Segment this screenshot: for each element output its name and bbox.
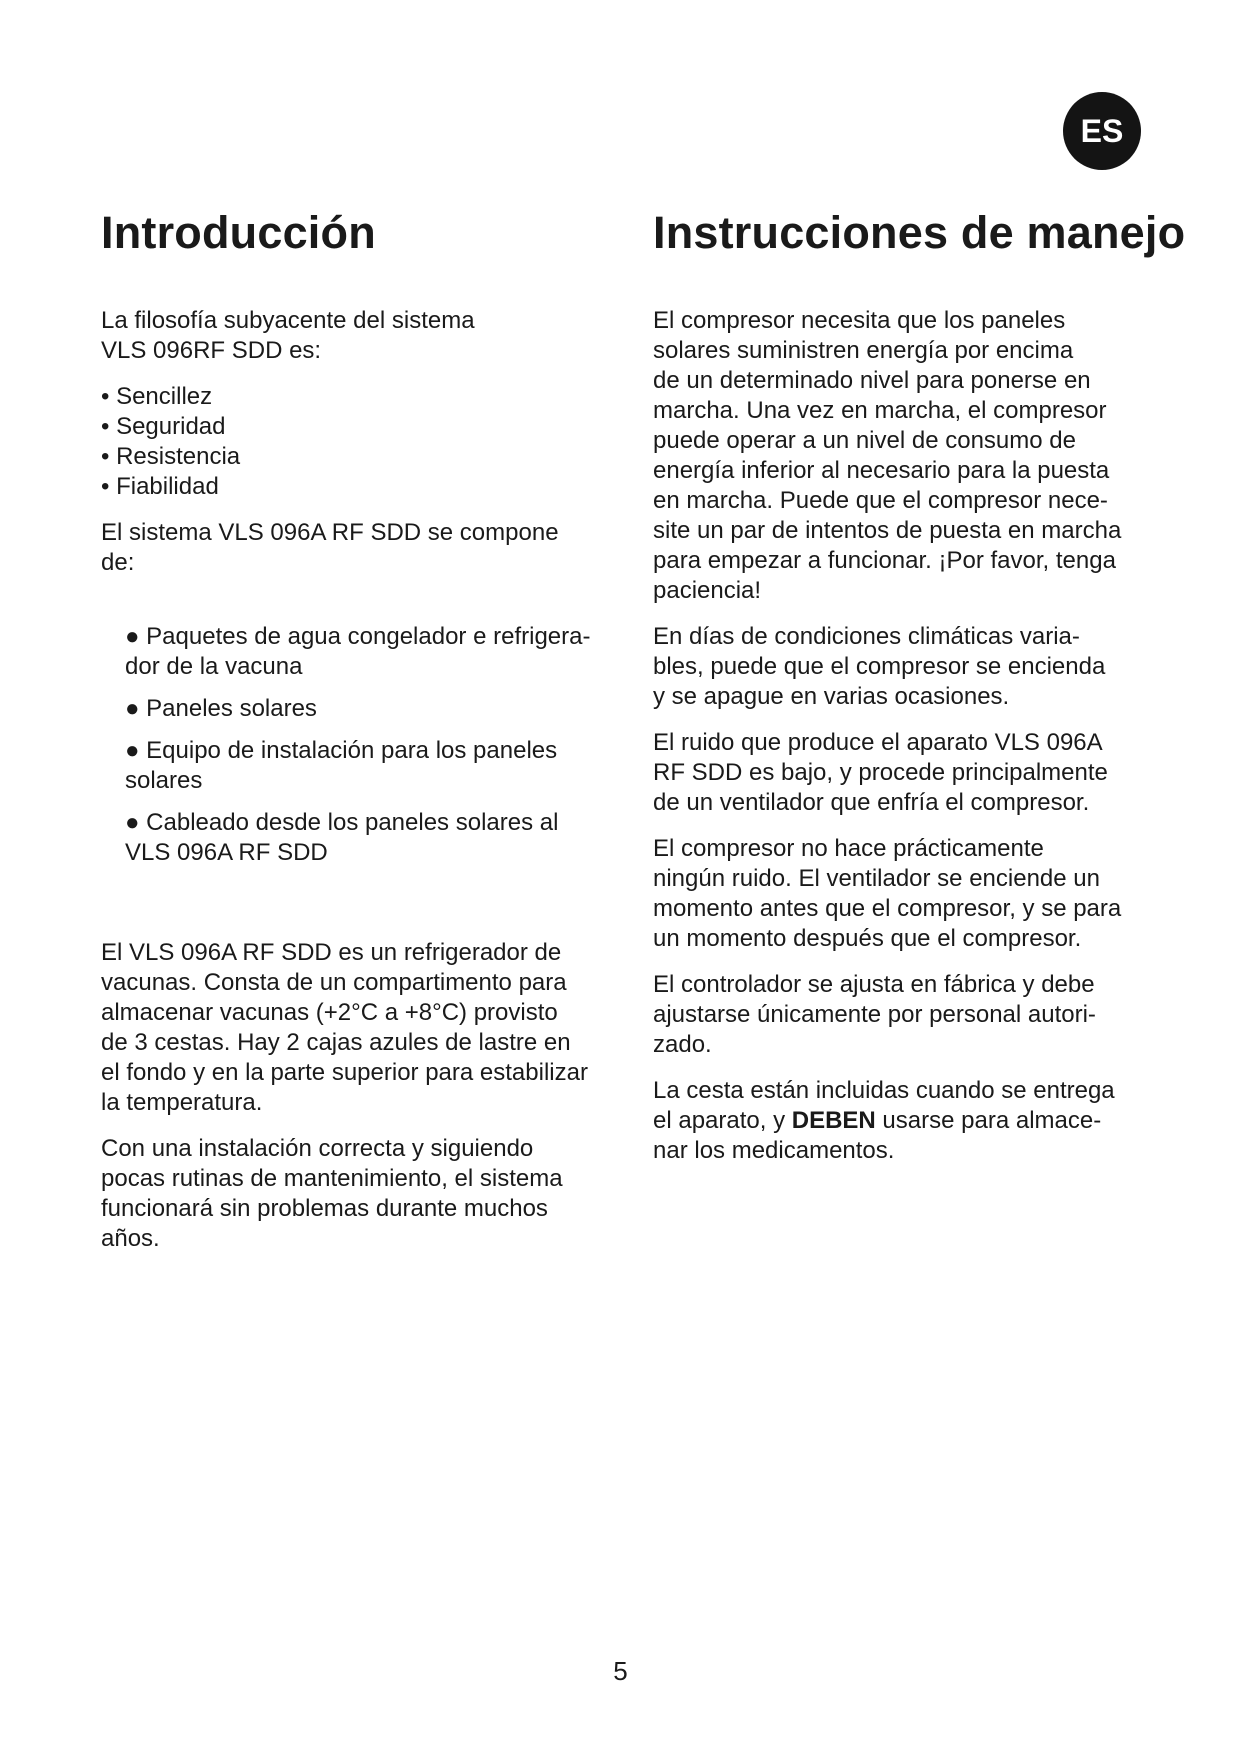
description-paragraph: El VLS 096A RF SDD es un refrigerador de vacunas. Consta de un compartimento para almacenar vacunas (+2°C a +8°C) provisto de 3 cestas. Hay 2 cajas azules de lastre en el fondo y en la parte superior para estabilizar la temperatura. <box>101 939 588 1116</box>
baskets-text-after: usarse para almace- nar los medicamentos. <box>653 1107 1102 1164</box>
list-item: ● Cableado desde los paneles solares al VLS 096A RF SDD <box>125 809 559 866</box>
instructions-paragraph: El ruido que produce el aparato VLS 096A RF SDD es bajo, y procede principalmente de un ventilador que enfría el compresor. <box>653 729 1108 816</box>
list-item: • Resistencia <box>101 443 241 470</box>
instructions-paragraph: El compresor no hace prácticamente ningún ruido. El ventilador se enciende un momento antes que el compresor, y se para un momento después que el compresor. <box>653 835 1122 952</box>
list-item: • Sencillez <box>101 383 213 410</box>
list-item: • Seguridad <box>101 413 226 440</box>
instructions-paragraph: El controlador se ajusta en fábrica y debe ajustarse únicamente por personal autori- zado. <box>653 971 1096 1058</box>
page-number: 5 <box>613 1656 628 1686</box>
instructions-body <box>653 306 1193 1166</box>
principles-list <box>101 382 621 502</box>
list-item: • Fiabilidad <box>101 473 219 500</box>
list-item: ● Paquetes de agua congelador e refrigera- dor de la vacuna <box>125 623 591 680</box>
instructions-title: Instrucciones de manejo <box>653 207 1186 258</box>
baskets-text-before: La cesta están incluidas cuando se entrega el aparato, y <box>653 1077 1115 1134</box>
introduction-body <box>101 306 621 1254</box>
language-badge: ES <box>1063 92 1141 170</box>
list-item: ● Equipo de instalación para los paneles solares <box>125 737 558 794</box>
instructions-paragraph: En días de condiciones climáticas varia- bles, puede que el compresor se encienda y se apague en varias ocasiones. <box>653 623 1106 710</box>
introduction-title: Introducción <box>101 207 376 258</box>
introduction-column <box>101 205 621 1270</box>
intro-paragraph: La filosofía subyacente del sistema VLS 096RF SDD es: <box>101 307 475 364</box>
instructions-column <box>653 205 1193 1182</box>
list-item: ● Paneles solares <box>125 695 317 722</box>
components-list <box>101 622 621 868</box>
baskets-paragraph <box>653 1076 1193 1166</box>
closing-paragraph: Con una instalación correcta y siguiendo pocas rutinas de mantenimiento, el sistema funcionará sin problemas durante muchos años. <box>101 1135 563 1252</box>
emphasis-text: DEBEN <box>791 1107 876 1134</box>
instructions-paragraph: El compresor necesita que los paneles solares suministren energía por encima de un determinado nivel para ponerse en marcha. Una vez en marcha, el compresor puede operar a un nivel de consumo de energía inferior al necesario para la puesta en marcha. Puede que el compresor nece- site un par de intentos de puesta en marcha para empezar a funcionar. ¡Por favor, tenga paciencia! <box>653 307 1122 604</box>
components-intro-paragraph: El sistema VLS 096A RF SDD se compone de: <box>101 519 559 576</box>
